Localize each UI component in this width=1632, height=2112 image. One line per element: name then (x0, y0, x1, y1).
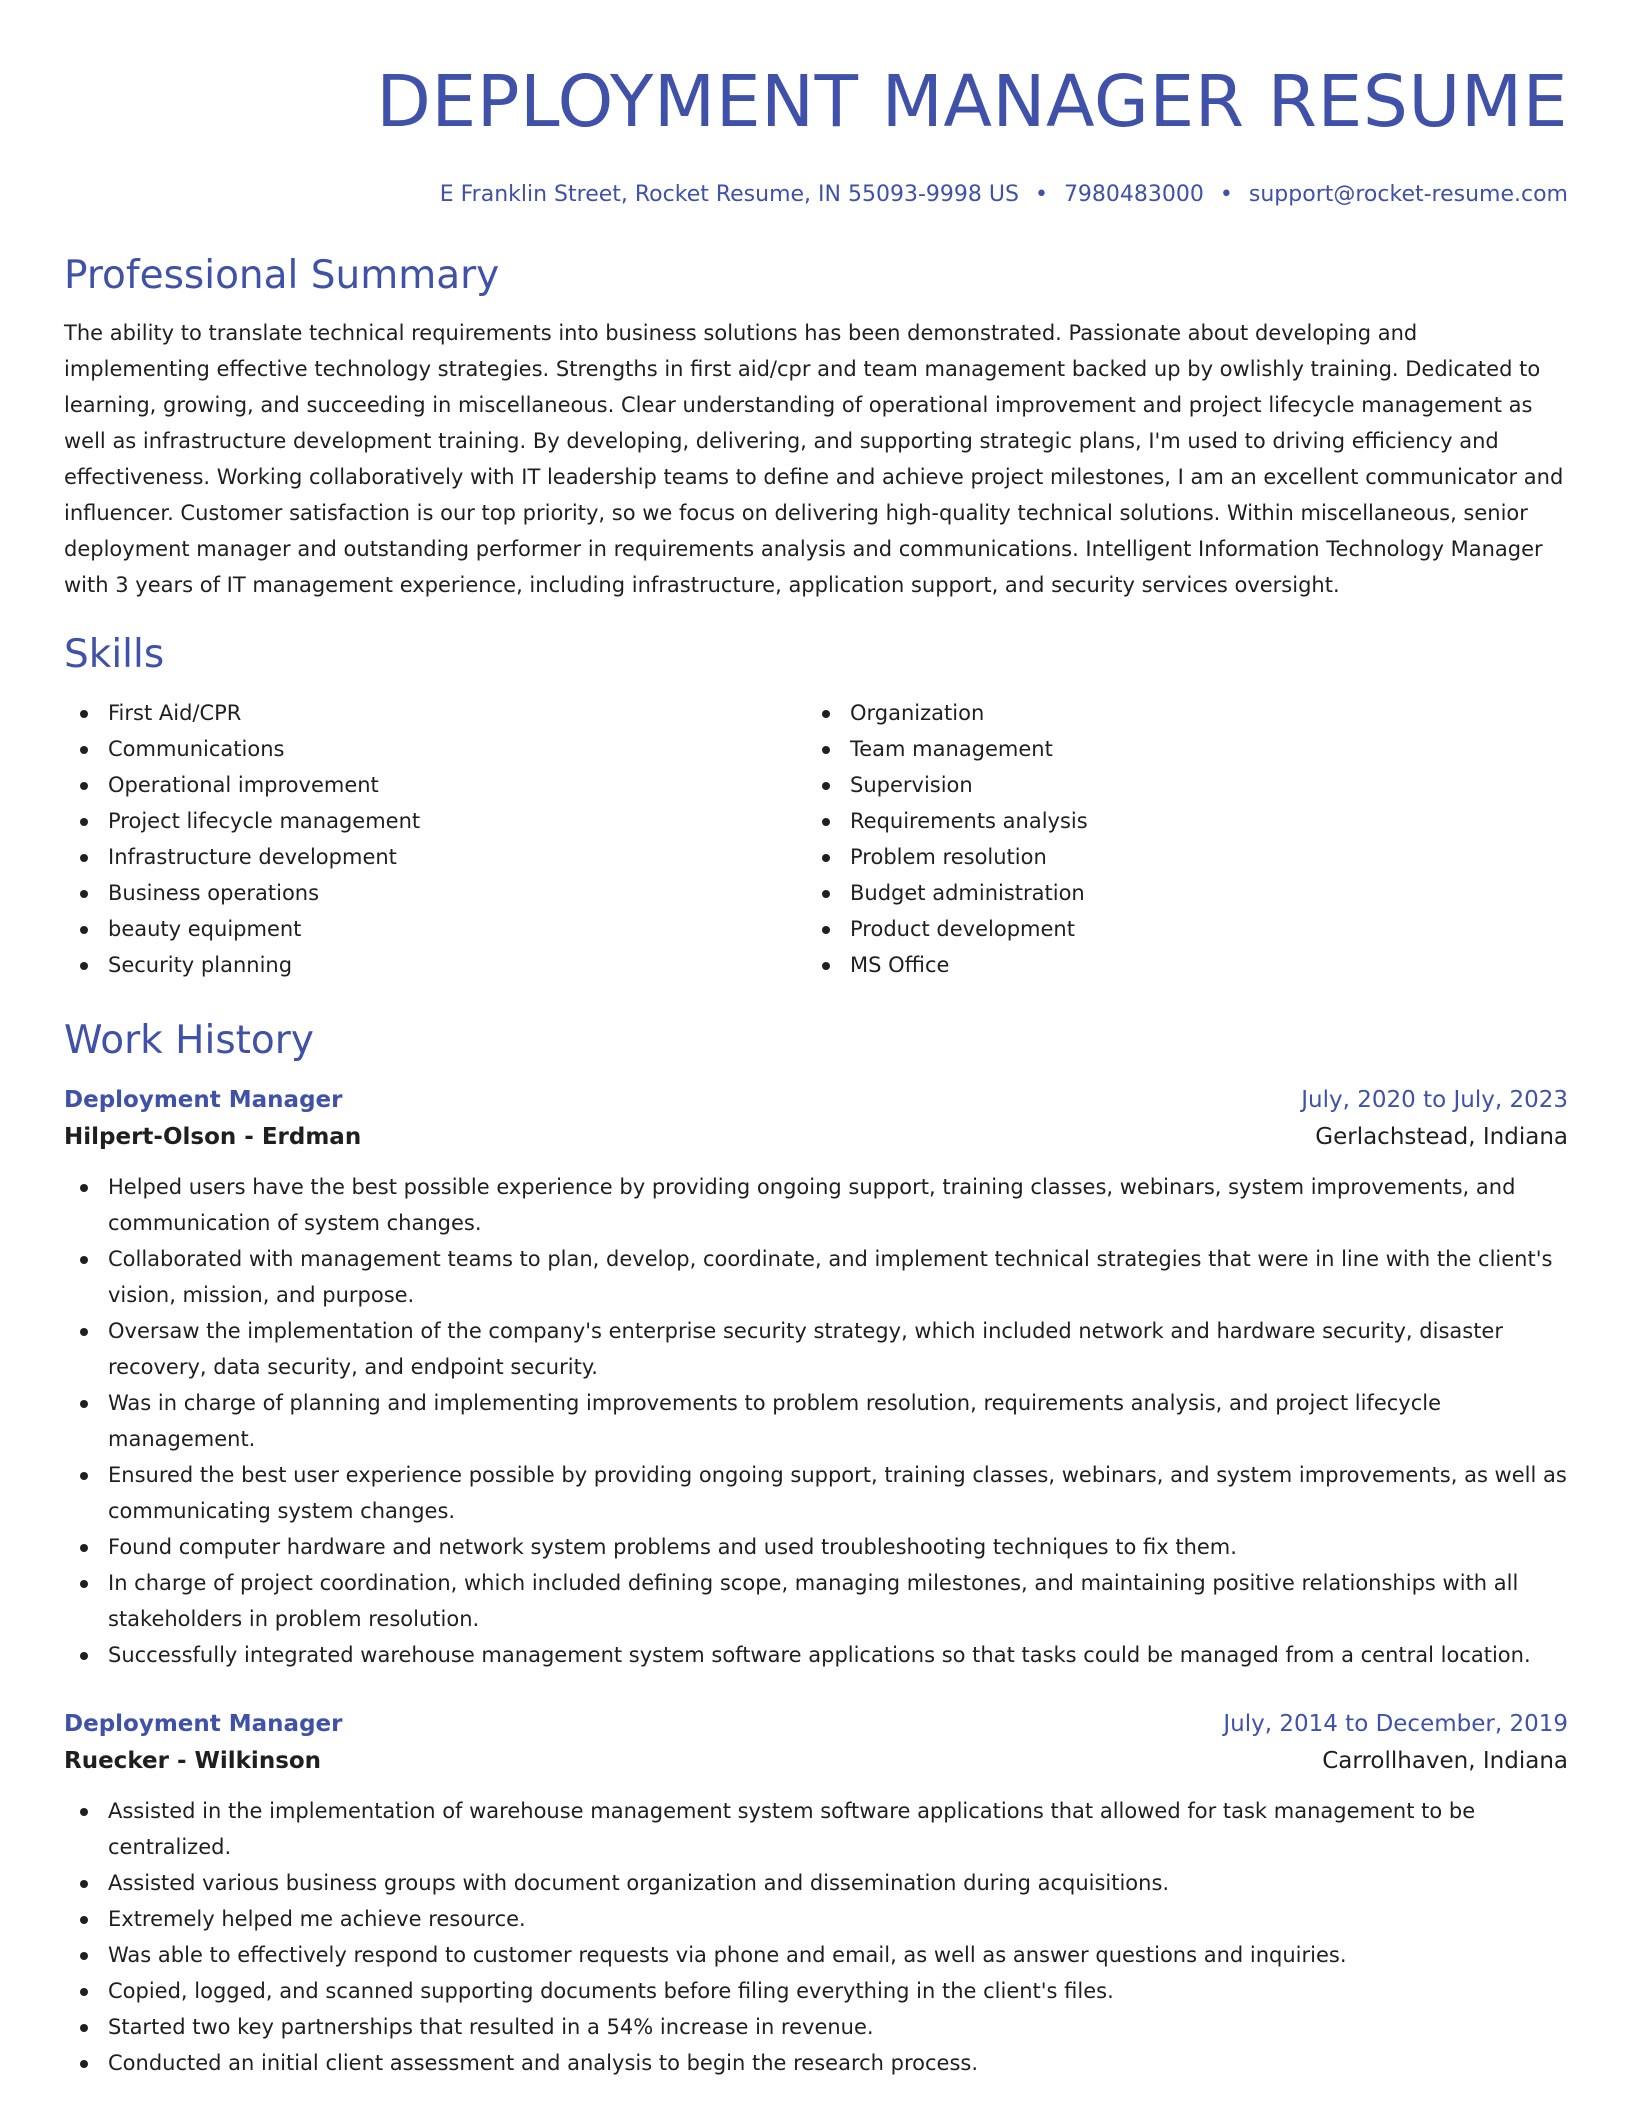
skill-item: Requirements analysis (806, 803, 1548, 839)
job-location: Gerlachstead, Indiana (1315, 1124, 1568, 1150)
summary-heading: Professional Summary (64, 253, 500, 298)
skill-item: First Aid/CPR (64, 695, 806, 731)
skill-item: MS Office (806, 947, 1548, 983)
skill-item: Supervision (806, 767, 1548, 803)
contact-separator: • (1034, 182, 1048, 207)
job-bullet: Was in charge of planning and implementing improvements to problem resolution, requirements analysis, and project lifecycle management. (64, 1385, 1568, 1457)
job-dates: July, 2020 to July, 2023 (1301, 1087, 1568, 1113)
job-company: Ruecker - Wilkinson (64, 1748, 322, 1774)
skill-item: Business operations (64, 875, 806, 911)
skill-item: Security planning (64, 947, 806, 983)
job-bullet: Helped users have the best possible experience by providing ongoing support, training classes, webinars, system improvements, and communication of system changes. (64, 1169, 1568, 1241)
job-bullet: Copied, logged, and scanned supporting documents before filing everything in the client's files. (64, 1973, 1568, 2009)
work-history-heading: Work History (64, 1018, 314, 1063)
skills-column-right (806, 695, 1548, 983)
job-bullet: Assisted in the implementation of warehouse management system software applications that allowed for task management to be centralized. (64, 1793, 1568, 1865)
skill-item: Organization (806, 695, 1548, 731)
skill-item: Project lifecycle management (64, 803, 806, 839)
skill-item: Budget administration (806, 875, 1548, 911)
job-title-row (64, 1707, 1568, 1741)
skills-list (64, 695, 1568, 983)
skill-item: Operational improvement (64, 767, 806, 803)
job-company-row (64, 1117, 1568, 1157)
contact-phone: 7980483000 (1063, 182, 1204, 207)
summary-text: The ability to translate technical requirements into business solutions has been demonstrated. Passionate about developing and implementing effective technology strategies. Strengths in first aid/cpr and team management backed up by owlishly training. Dedicated to learning, growing, and succeeding in miscellaneous. Clear understanding of operational improvement and project lifecycle management as well as infrastructure development training. By developing, delivering, and supporting strategic plans, I'm used to driving efficiency and effectiveness. Working collaboratively with IT leadership teams to define and achieve project milestones, I am an excellent communicator and influencer. Customer satisfaction is our top priority, so we focus on delivering high-quality technical solutions. Within miscellaneous, senior deployment manager and outstanding performer in requirements analysis and communications. Intelligent Information Technology Manager with 3 years of IT management experience, including infrastructure, application support, and security services oversight. (64, 321, 1564, 597)
job-dates: July, 2014 to December, 2019 (1223, 1711, 1568, 1737)
contact-separator: • (1219, 182, 1233, 207)
job-bullet: Ensured the best user experience possible by providing ongoing support, training classes, webinars, and system improvements, as well as communicating system changes. (64, 1457, 1568, 1529)
job-entry (64, 1707, 1568, 2081)
job-location: Carrollhaven, Indiana (1322, 1748, 1568, 1774)
job-bullets (64, 1169, 1568, 1673)
contact-line (64, 180, 1568, 210)
job-company: Hilpert-Olson - Erdman (64, 1124, 362, 1150)
skills-heading: Skills (64, 632, 165, 677)
job-title: Deployment Manager (64, 1711, 343, 1737)
job-bullet: Started two key partnerships that resulted in a 54% increase in revenue. (64, 2009, 1568, 2045)
job-title: Deployment Manager (64, 1087, 343, 1113)
skill-item: Team management (806, 731, 1548, 767)
job-bullet: Assisted various business groups with document organization and dissemination during acquisitions. (64, 1865, 1568, 1901)
skill-item: Product development (806, 911, 1548, 947)
job-bullet: Successfully integrated warehouse management system software applications so that tasks could be managed from a central location. (64, 1637, 1568, 1673)
skill-item: Communications (64, 731, 806, 767)
skill-item: Infrastructure development (64, 839, 806, 875)
contact-address: E Franklin Street, Rocket Resume, IN 55093-9998 US (439, 182, 1019, 207)
job-bullet: Extremely helped me achieve resource. (64, 1901, 1568, 1937)
resume-title: DEPLOYMENT MANAGER RESUME (376, 60, 1568, 143)
job-company-row (64, 1741, 1568, 1781)
job-bullet: Found computer hardware and network system problems and used troubleshooting techniques to fix them. (64, 1529, 1568, 1565)
job-bullet: Oversaw the implementation of the company's enterprise security strategy, which included network and hardware security, disaster recovery, data security, and endpoint security. (64, 1313, 1568, 1385)
job-bullet: Conducted an initial client assessment and analysis to begin the research process. (64, 2045, 1568, 2081)
job-bullets (64, 1793, 1568, 2081)
job-bullet: In charge of project coordination, which included defining scope, managing milestones, and maintaining positive relationships with all stakeholders in problem resolution. (64, 1565, 1568, 1637)
job-bullet: Was able to effectively respond to customer requests via phone and email, as well as answer questions and inquiries. (64, 1937, 1568, 1973)
job-entry (64, 1083, 1568, 1673)
skills-column-left (64, 695, 806, 983)
contact-email: support@rocket-resume.com (1248, 182, 1568, 207)
job-bullet: Collaborated with management teams to plan, develop, coordinate, and implement technical strategies that were in line with the client's vision, mission, and purpose. (64, 1241, 1568, 1313)
job-title-row (64, 1083, 1568, 1117)
skill-item: Problem resolution (806, 839, 1548, 875)
skill-item: beauty equipment (64, 911, 806, 947)
